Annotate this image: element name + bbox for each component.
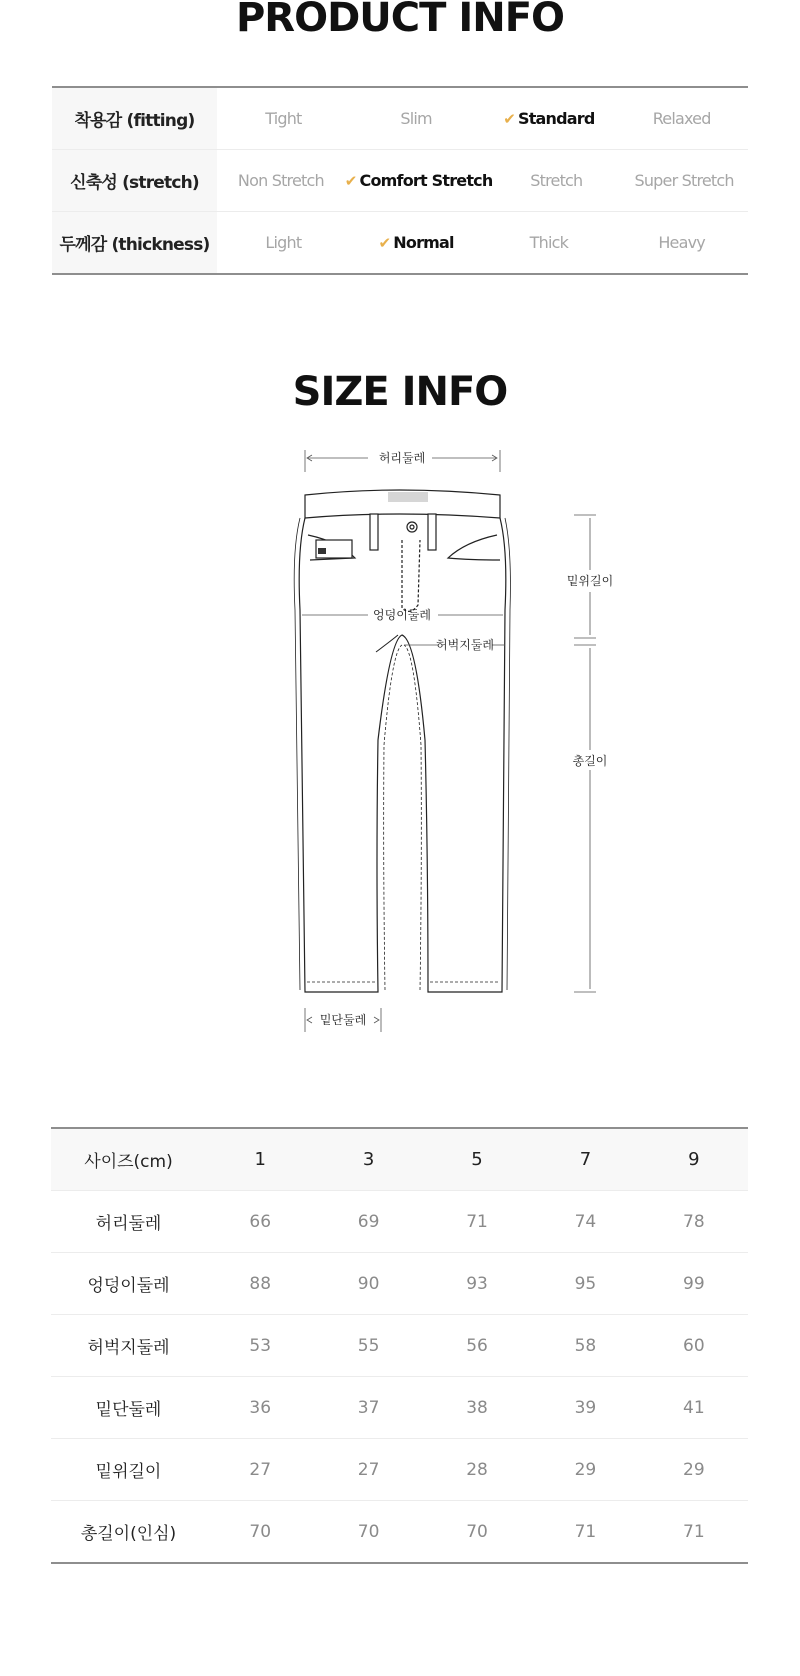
pants-illustration	[294, 490, 510, 992]
table-cell: 37	[357, 1397, 380, 1418]
table-row	[51, 1315, 748, 1377]
product-info-table	[52, 86, 748, 275]
hip-label: 엉덩이둘레	[373, 608, 431, 622]
table-cell: 39	[574, 1397, 597, 1418]
table-cell: 70	[357, 1521, 380, 1542]
table-cell: 28	[466, 1459, 488, 1480]
size-header-cell: 9	[688, 1149, 700, 1170]
table-cell: 29	[683, 1459, 705, 1480]
check-icon: ✔	[378, 233, 391, 252]
check-icon: ✔	[503, 109, 515, 128]
size-header-label: 사이즈(cm)	[84, 1152, 173, 1172]
size-header-cell: 5	[471, 1149, 483, 1170]
table-cell: 38	[466, 1397, 488, 1418]
thickness-option: Heavy	[658, 233, 705, 252]
table-row	[51, 1253, 748, 1315]
row-label: 엉덩이둘레	[87, 1276, 170, 1296]
table-cell: 95	[574, 1273, 597, 1294]
row-label: 허벅지둘레	[87, 1338, 170, 1358]
thickness-option: Thick	[529, 233, 569, 252]
table-cell: 69	[357, 1211, 380, 1232]
table-row	[51, 1191, 748, 1253]
thickness-option: ✔ Normal	[378, 233, 454, 252]
fitting-row	[52, 88, 748, 150]
table-cell: 29	[574, 1459, 597, 1480]
pants-measurement-diagram	[0, 440, 800, 1040]
hem-label: 밑단둘레	[319, 1013, 367, 1027]
table-cell: 70	[466, 1521, 488, 1542]
table-cell: 60	[683, 1335, 705, 1356]
stretch-option: Super Stretch	[634, 171, 734, 190]
size-header-cell: 1	[254, 1149, 266, 1170]
table-cell: 78	[683, 1211, 705, 1232]
table-cell: 99	[683, 1273, 705, 1294]
table-cell: 27	[357, 1459, 380, 1480]
product-info-title: PRODUCT INFO	[235, 0, 565, 41]
table-cell: 90	[357, 1273, 380, 1294]
table-cell: 56	[466, 1335, 488, 1356]
row-label: 밑위길이	[95, 1462, 162, 1482]
table-row	[51, 1377, 748, 1439]
row-label: 허리둘레	[95, 1214, 162, 1234]
table-cell: 41	[683, 1397, 705, 1418]
table-cell: 71	[466, 1211, 488, 1232]
table-cell: 27	[249, 1459, 272, 1480]
check-icon: ✔	[344, 171, 357, 190]
table-cell: 88	[249, 1273, 272, 1294]
thickness-option: Light	[265, 233, 302, 252]
table-cell: 70	[249, 1521, 272, 1542]
stretch-row	[52, 150, 748, 212]
stretch-label: 신축성 (stretch)	[52, 150, 217, 211]
size-table	[51, 1127, 748, 1564]
table-cell: 66	[249, 1211, 272, 1232]
fitting-option: Tight	[265, 109, 302, 128]
fitting-option: Slim	[400, 109, 432, 128]
fitting-label: 착용감 (fitting)	[52, 88, 217, 149]
measurement-lines	[302, 450, 596, 1032]
table-cell: 71	[683, 1521, 705, 1542]
thigh-label: 허벅지둘레	[436, 638, 494, 652]
row-label: 밑단둘레	[95, 1400, 162, 1420]
size-header-cell: 7	[579, 1149, 592, 1170]
length-label: 총길이	[572, 754, 608, 768]
fitting-option: ✔ Standard	[503, 109, 595, 128]
table-cell: 55	[357, 1335, 380, 1356]
stretch-option: ✔ Comfort Stretch	[344, 171, 493, 190]
waist-label: 허리둘레	[378, 451, 426, 465]
table-cell: 71	[574, 1521, 597, 1542]
size-header-cell: 3	[362, 1149, 375, 1170]
table-row	[51, 1501, 748, 1562]
fitting-option: Relaxed	[652, 109, 711, 128]
table-cell: 36	[249, 1397, 272, 1418]
thickness-label: 두께감 (thickness)	[52, 212, 217, 273]
table-cell: 93	[466, 1273, 488, 1294]
thickness-row	[52, 212, 748, 273]
table-row	[51, 1439, 748, 1501]
rise-label: 밑위길이	[566, 574, 614, 588]
stretch-option: Non Stretch	[237, 171, 324, 190]
size-table-header	[51, 1129, 748, 1191]
table-cell: 74	[574, 1211, 597, 1232]
row-label: 총길이(인심)	[80, 1524, 177, 1544]
table-cell: 53	[249, 1335, 272, 1356]
stretch-option: Stretch	[530, 171, 583, 190]
size-info-title: SIZE INFO	[292, 369, 508, 415]
table-cell: 58	[574, 1335, 597, 1356]
